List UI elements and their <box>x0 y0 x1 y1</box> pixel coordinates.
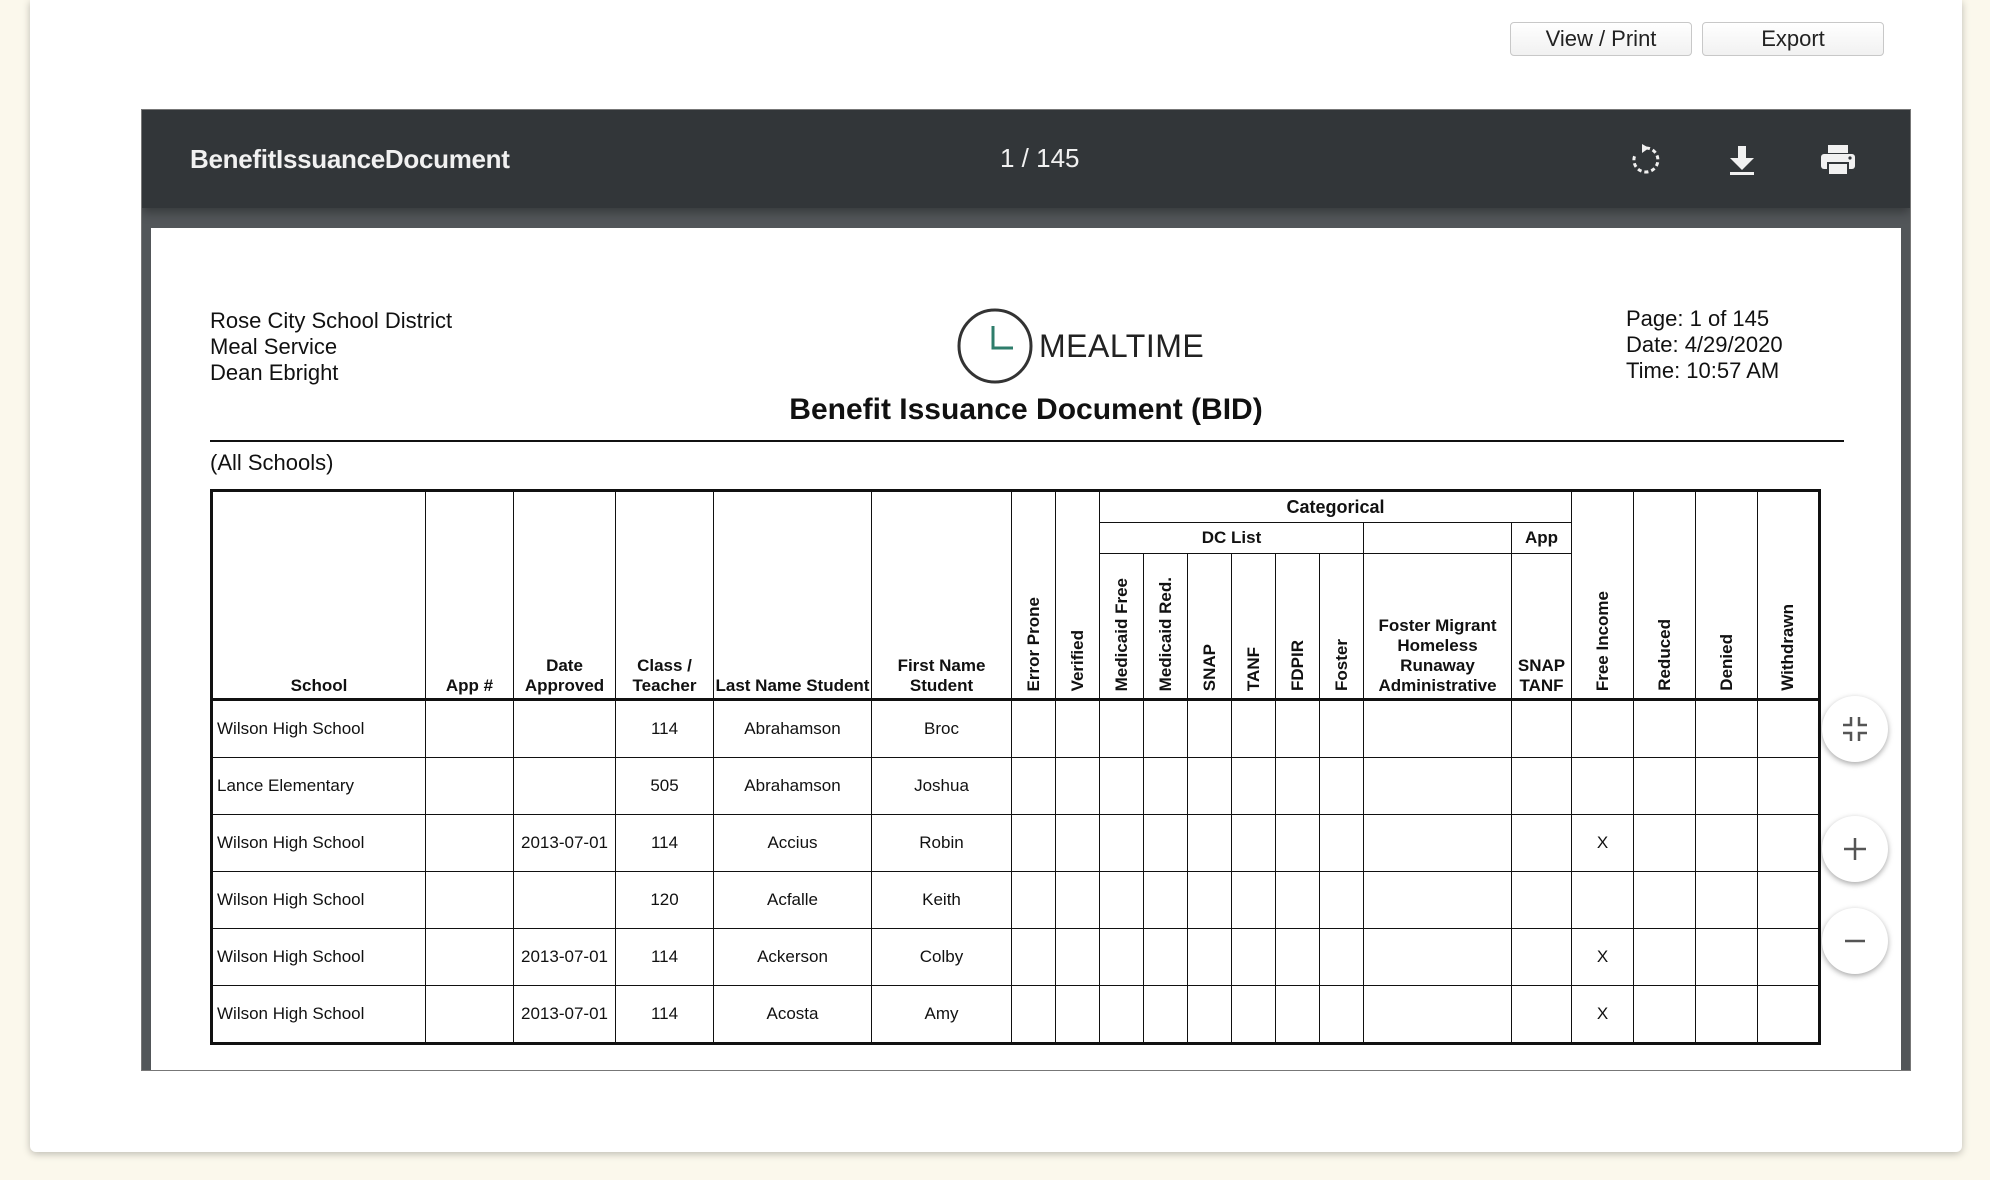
cell-empty <box>1276 700 1320 758</box>
report-header-left <box>210 308 452 386</box>
cell-empty <box>1012 872 1056 929</box>
cell-empty <box>1276 872 1320 929</box>
col-snap: SNAP <box>1188 554 1232 700</box>
table-row <box>212 986 1820 1044</box>
cell-empty <box>1512 986 1572 1044</box>
bid-table-body <box>212 700 1820 1044</box>
cell-empty <box>1758 929 1820 986</box>
cell-empty <box>1232 815 1276 872</box>
cell-empty <box>1056 986 1100 1044</box>
cell-empty <box>1144 929 1188 986</box>
cell-empty <box>1012 815 1056 872</box>
cell-empty <box>1364 815 1512 872</box>
export-button[interactable]: Export <box>1702 22 1884 56</box>
cell-empty <box>1634 929 1696 986</box>
col-fdpir: FDPIR <box>1276 554 1320 700</box>
col-medicaid-free: Medicaid Free <box>1100 554 1144 700</box>
cell-free-income <box>1572 758 1634 815</box>
col-date-approved: Date Approved <box>514 491 616 700</box>
cell-free-income: X <box>1572 929 1634 986</box>
cell-last-name: Acfalle <box>714 872 872 929</box>
col-free-income: Free Income <box>1572 491 1634 700</box>
cell-last-name: Ackerson <box>714 929 872 986</box>
cell-empty <box>1144 986 1188 1044</box>
cell-empty <box>1276 986 1320 1044</box>
cell-empty <box>1512 872 1572 929</box>
cell-empty <box>1364 929 1512 986</box>
cell-class-teacher: 114 <box>616 700 714 758</box>
school-scope: (All Schools) <box>210 450 334 475</box>
cell-empty <box>1696 700 1758 758</box>
cell-empty <box>1512 700 1572 758</box>
report-title: Benefit Issuance Document (BID) <box>789 393 1263 426</box>
report-card <box>30 0 1962 1152</box>
fit-page-icon[interactable] <box>1822 696 1888 762</box>
cell-empty <box>1634 815 1696 872</box>
cell-empty <box>1696 758 1758 815</box>
cell-empty <box>1634 700 1696 758</box>
cell-empty <box>1100 986 1144 1044</box>
col-error-prone: Error Prone <box>1012 491 1056 700</box>
group-blank <box>1364 523 1512 554</box>
table-row <box>212 700 1820 758</box>
cell-empty <box>1758 700 1820 758</box>
cell-empty <box>1634 758 1696 815</box>
page-info: Page: 1 of 145 <box>1626 306 1770 331</box>
cell-empty <box>1188 872 1232 929</box>
cell-empty <box>1232 986 1276 1044</box>
cell-empty <box>1144 872 1188 929</box>
cell-empty <box>1696 929 1758 986</box>
clock-icon <box>955 306 1035 386</box>
cell-empty <box>1512 815 1572 872</box>
cell-app-number <box>426 872 514 929</box>
cell-empty <box>1232 700 1276 758</box>
cell-empty <box>1144 815 1188 872</box>
rotate-icon[interactable] <box>1622 136 1670 184</box>
report-time: Time: 10:57 AM <box>1626 358 1780 383</box>
cell-empty <box>1696 986 1758 1044</box>
download-icon[interactable] <box>1718 136 1766 184</box>
cell-empty <box>1012 929 1056 986</box>
cell-first-name: Broc <box>872 700 1012 758</box>
table-row <box>212 929 1820 986</box>
cell-empty <box>1100 929 1144 986</box>
page-counter: 1 / 145 <box>1000 143 1080 173</box>
cell-empty <box>1512 758 1572 815</box>
cell-empty <box>1188 815 1232 872</box>
cell-empty <box>1188 986 1232 1044</box>
cell-empty <box>1188 929 1232 986</box>
group-categorical: Categorical <box>1100 491 1572 523</box>
group-app: App <box>1512 523 1572 554</box>
table-row <box>212 758 1820 815</box>
cell-last-name: Abrahamson <box>714 758 872 815</box>
cell-empty <box>1512 929 1572 986</box>
col-last-name: Last Name Student <box>714 491 872 700</box>
cell-date-approved <box>514 700 616 758</box>
zoom-in-icon[interactable] <box>1822 816 1888 882</box>
pdf-page <box>151 228 1901 1071</box>
cell-empty <box>1320 872 1364 929</box>
cell-empty <box>1634 872 1696 929</box>
group-dc-list: DC List <box>1100 523 1364 554</box>
cell-empty <box>1144 758 1188 815</box>
cell-empty <box>1758 986 1820 1044</box>
cell-class-teacher: 114 <box>616 815 714 872</box>
document-title: BenefitIssuanceDocument <box>190 144 510 174</box>
cell-date-approved <box>514 758 616 815</box>
cell-date-approved: 2013-07-01 <box>514 929 616 986</box>
user-name: Dean Ebright <box>210 360 339 385</box>
cell-school: Lance Elementary <box>212 758 426 815</box>
cell-empty <box>1100 872 1144 929</box>
cell-date-approved: 2013-07-01 <box>514 815 616 872</box>
cell-empty <box>1320 929 1364 986</box>
cell-empty <box>1320 986 1364 1044</box>
table-row <box>212 872 1820 929</box>
print-icon[interactable] <box>1814 136 1862 184</box>
cell-app-number <box>426 758 514 815</box>
cell-empty <box>1634 986 1696 1044</box>
col-tanf: TANF <box>1232 554 1276 700</box>
cell-empty <box>1320 758 1364 815</box>
cell-empty <box>1056 758 1100 815</box>
cell-free-income <box>1572 700 1634 758</box>
cell-school: Wilson High School <box>212 700 426 758</box>
table-row <box>212 815 1820 872</box>
col-foster-migrant: Foster Migrant Homeless Runaway Administrative <box>1364 554 1512 700</box>
col-denied: Denied <box>1696 491 1758 700</box>
cell-empty <box>1364 872 1512 929</box>
cell-empty <box>1320 815 1364 872</box>
zoom-out-icon[interactable] <box>1822 908 1888 974</box>
col-verified: Verified <box>1056 491 1100 700</box>
cell-empty <box>1056 700 1100 758</box>
cell-empty <box>1188 758 1232 815</box>
cell-date-approved: 2013-07-01 <box>514 986 616 1044</box>
pdf-viewer[interactable] <box>141 109 1911 1071</box>
cell-app-number <box>426 815 514 872</box>
cell-empty <box>1100 815 1144 872</box>
col-foster: Foster <box>1320 554 1364 700</box>
report-date: Date: 4/29/2020 <box>1626 332 1783 357</box>
cell-empty <box>1232 929 1276 986</box>
cell-app-number <box>426 700 514 758</box>
cell-last-name: Acosta <box>714 986 872 1044</box>
cell-date-approved <box>514 872 616 929</box>
cell-empty <box>1188 700 1232 758</box>
col-reduced: Reduced <box>1634 491 1696 700</box>
cell-empty <box>1100 758 1144 815</box>
cell-class-teacher: 120 <box>616 872 714 929</box>
title-divider <box>210 440 1844 442</box>
cell-empty <box>1144 700 1188 758</box>
cell-first-name: Amy <box>872 986 1012 1044</box>
cell-class-teacher: 505 <box>616 758 714 815</box>
cell-empty <box>1320 700 1364 758</box>
cell-free-income <box>1572 872 1634 929</box>
logo-text: MEALTIME <box>1039 327 1205 364</box>
cell-empty <box>1758 815 1820 872</box>
department-name: Meal Service <box>210 334 338 359</box>
cell-empty <box>1696 815 1758 872</box>
report-header-right <box>1626 306 1783 384</box>
cell-class-teacher: 114 <box>616 929 714 986</box>
cell-empty <box>1276 815 1320 872</box>
cell-empty <box>1232 758 1276 815</box>
col-snap-tanf: SNAP TANF <box>1512 554 1572 700</box>
cell-school: Wilson High School <box>212 929 426 986</box>
col-class-teacher: Class / Teacher <box>616 491 714 700</box>
cell-empty <box>1012 700 1056 758</box>
cell-last-name: Accius <box>714 815 872 872</box>
col-first-name: First Name Student <box>872 491 1012 700</box>
cell-app-number <box>426 929 514 986</box>
cell-first-name: Colby <box>872 929 1012 986</box>
cell-empty <box>1100 700 1144 758</box>
col-school: School <box>212 491 426 700</box>
col-app-number: App # <box>426 491 514 700</box>
cell-empty <box>1056 815 1100 872</box>
cell-empty <box>1364 700 1512 758</box>
cell-school: Wilson High School <box>212 872 426 929</box>
cell-free-income: X <box>1572 815 1634 872</box>
cell-empty <box>1276 758 1320 815</box>
cell-empty <box>1276 929 1320 986</box>
cell-empty <box>1056 872 1100 929</box>
cell-free-income: X <box>1572 986 1634 1044</box>
cell-empty <box>1364 986 1512 1044</box>
pdf-toolbar <box>142 110 1910 208</box>
cell-app-number <box>426 986 514 1044</box>
cell-school: Wilson High School <box>212 815 426 872</box>
cell-empty <box>1056 929 1100 986</box>
bid-table <box>210 489 1821 1045</box>
cell-first-name: Keith <box>872 872 1012 929</box>
cell-empty <box>1758 872 1820 929</box>
cell-class-teacher: 114 <box>616 986 714 1044</box>
view-print-button[interactable]: View / Print <box>1510 22 1692 56</box>
cell-empty <box>1758 758 1820 815</box>
cell-school: Wilson High School <box>212 986 426 1044</box>
mealtime-logo <box>955 306 1204 386</box>
col-medicaid-reduced: Medicaid Red. <box>1144 554 1188 700</box>
district-name: Rose City School District <box>210 308 453 333</box>
cell-empty <box>1012 758 1056 815</box>
cell-empty <box>1232 872 1276 929</box>
cell-first-name: Robin <box>872 815 1012 872</box>
cell-empty <box>1696 872 1758 929</box>
cell-first-name: Joshua <box>872 758 1012 815</box>
cell-last-name: Abrahamson <box>714 700 872 758</box>
col-withdrawn: Withdrawn <box>1758 491 1820 700</box>
cell-empty <box>1012 986 1056 1044</box>
cell-empty <box>1364 758 1512 815</box>
